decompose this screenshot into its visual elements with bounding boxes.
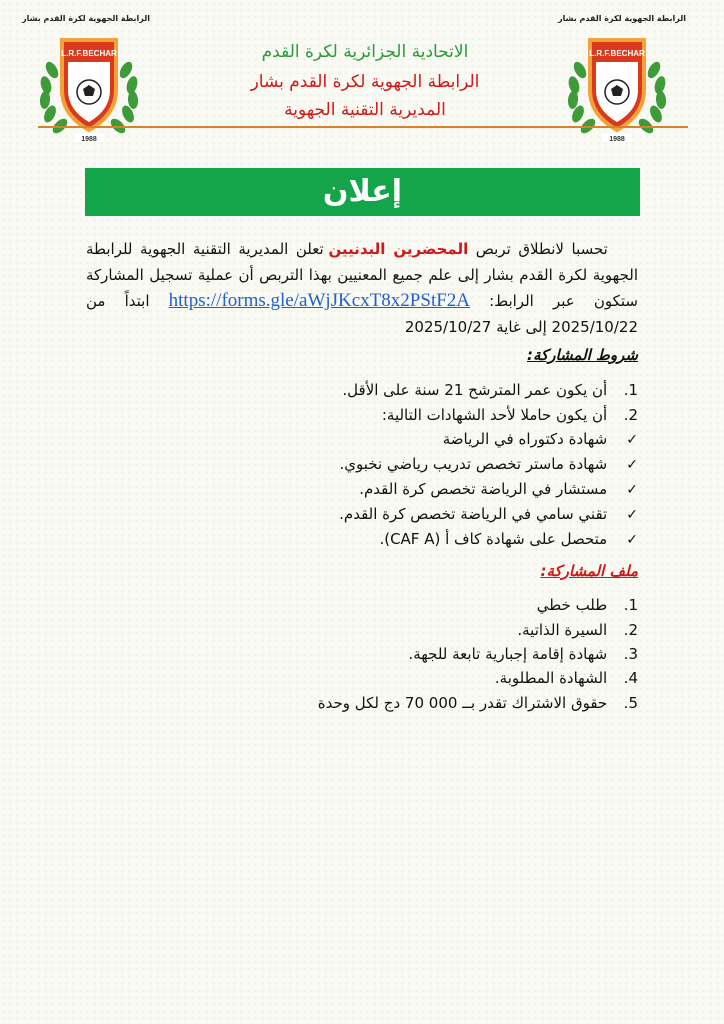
logo-year: 1988 [81,136,97,143]
logo-text: L.R.F.BECHAR [589,49,645,58]
certificate-item: ✓ تقني سامي في الرياضة تخصص كرة القدم. [339,502,638,526]
certificate-item: ✓ مستشار في الرياضة تخصص كرة القدم. [359,477,638,501]
certificate-item: ✓ شهادة دكتوراه في الرياضة [443,427,638,451]
check-icon: ✓ [626,432,638,448]
file-item: 2. السيرة الذاتية. [517,621,638,639]
file-item: 3. شهادة إقامة إجبارية تابعة للجهة. [408,645,638,663]
certificate-item: ✓ شهادة ماستر تخصص تدريب رياضي نخبوي. [340,452,639,476]
condition-item: 2. أن يكون حاملا لأحد الشهادات التالية: [381,406,638,424]
check-icon: ✓ [626,507,638,523]
file-item: 1. طلب خطي [536,596,638,614]
header-federation-title: الاتحادية الجزائرية لكرة القدم [261,42,469,62]
intro-text-3: ابتداً من 2025/10/22 إلى غاية 2025/10/27 [86,292,638,336]
header-league-title: الرابطة الجهوية لكرة القدم بشار [250,72,480,92]
announcement-banner: إعلان [85,168,640,216]
logo-year: 1988 [609,136,625,143]
intro-highlight: المحضرين البدنيين [328,240,469,258]
header-divider [38,126,688,128]
condition-item: 1. أن يكون عمر المترشح 21 سنة على الأقل. [342,381,638,399]
check-icon: ✓ [626,532,638,548]
conditions-heading: شروط المشاركة: [527,346,638,364]
header-corner-left: الرابطة الجهوية لكرة القدم بشار [22,14,151,23]
check-icon: ✓ [626,457,638,473]
file-heading: ملف المشاركة: [540,562,638,580]
intro-text-2: تعلن المديرية التقنية الجهوية للرابطة الجهوية لكرة القدم بشار إلى علم جميع المعنيين بهذا التربص أن عملية تسجيل المشاركة ستكون عبر الرابط: [86,240,638,310]
certificate-item: ✓ متحصل على شهادة كاف أ (CAF A). [379,527,638,551]
file-item: 5. حقوق الاشتراك تقدر بــ 000 70 دج لكل وحدة [317,694,638,712]
registration-link[interactable]: https://forms.gle/aWjJKcxT8x2PStF2A [168,290,471,311]
intro-text-1: تحسبا لانطلاق تربص [468,240,608,258]
header-directorate-title: المديرية التقنية الجهوية [284,100,446,120]
check-icon: ✓ [626,482,638,498]
header-corner-right: الرابطة الجهوية لكرة القدم بشار [557,14,686,23]
file-item: 4. الشهادة المطلوبة. [494,669,638,687]
logo-text: L.R.F.BECHAR [61,49,117,58]
intro-paragraph [86,236,638,340]
